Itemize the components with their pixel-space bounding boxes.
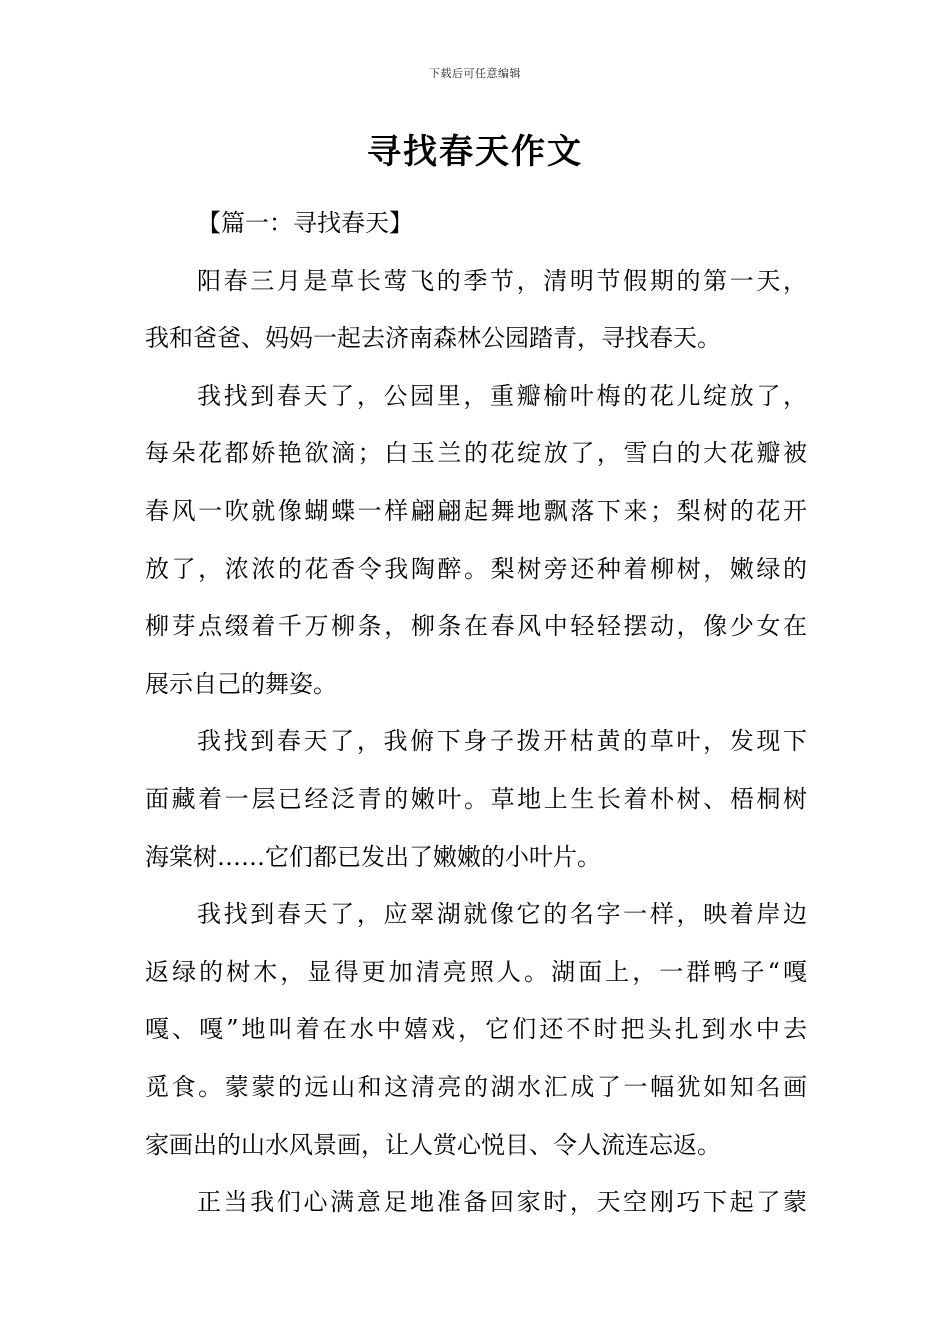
paragraph-2-line-2: 每朵花都娇艳欲滴；白玉兰的花绽放了，雪白的大花瓣被 [145,439,807,468]
document-body [145,195,807,1232]
paragraph-5-line-1: 正当我们心满意足地准备回家时，天空刚巧下起了蒙 [197,1188,807,1217]
paragraph-2-line-3: 春风一吹就像蝴蝶一样翩翩起舞地飘落下来；梨树的花开 [145,496,807,525]
header-note: 下载后可任意编辑 [429,67,521,80]
paragraph-3-line-2: 面藏着一层已经泛青的嫩叶。草地上生长着朴树、梧桐树 [145,784,807,813]
paragraph-4-line-2: 返绿的树木，显得更加清亮照人。湖面上，一群鸭子“嘎 [145,957,807,986]
paragraph-4-line-3: 嘎、嘎”地叫着在水中嬉戏，它们还不时把头扎到水中去 [145,1015,807,1044]
paragraph-4-line-4: 觅食。蒙蒙的远山和这清亮的湖水汇成了一幅犹如知名画 [145,1072,807,1101]
paragraph-2-line-1: 我找到春天了，公园里，重瓣榆叶梅的花儿绽放了， [197,381,807,410]
paragraph-2-line-6: 展示自己的舞姿。 [145,669,337,698]
document-title: 寻找春天作文 [367,132,583,172]
paragraph-3-line-1: 我找到春天了，我俯下身子拨开枯黄的草叶，发现下 [197,727,807,756]
paragraph-4-line-1: 我找到春天了，应翠湖就像它的名字一样，映着岸边 [197,900,807,929]
section-heading: 【篇一：寻找春天】 [197,209,413,237]
paragraph-1-line-1: 阳春三月是草长莺飞的季节，清明节假期的第一天， [197,266,807,295]
paragraph-2-line-4: 放了，浓浓的花香令我陶醉。梨树旁还种着柳树，嫩绿的 [145,554,807,583]
paragraph-1-line-2: 我和爸爸、妈妈一起去济南森林公园踏青，寻找春天。 [145,324,721,353]
paragraph-2-line-5: 柳芽点缀着千万柳条，柳条在春风中轻轻摆动，像少女在 [145,612,807,641]
paragraph-4-line-5: 家画出的山水风景画，让人赏心悦目、令人流连忘返。 [145,1130,721,1159]
paragraph-3-line-3: 海棠树……它们都已发出了嫩嫩的小叶片。 [145,842,601,871]
